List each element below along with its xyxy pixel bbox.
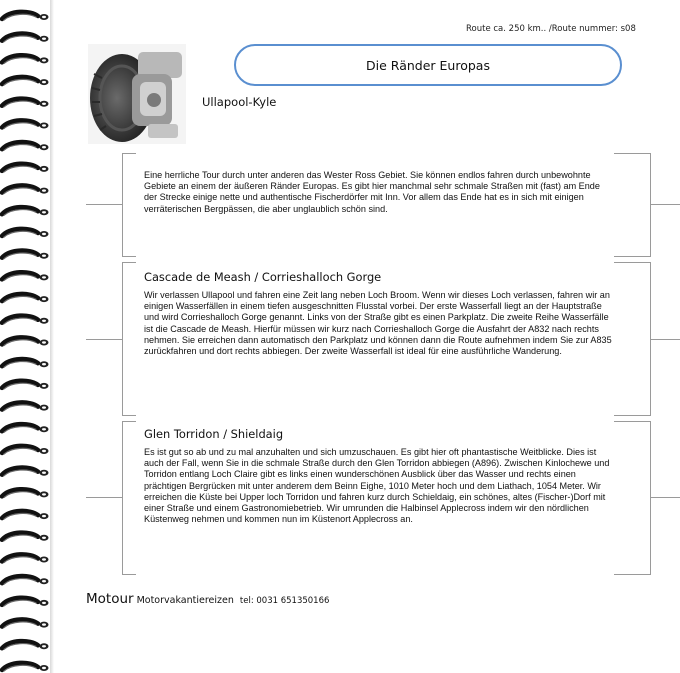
footer-phone: tel: 0031 651350166 [239, 596, 330, 606]
route-subtitle: Ullapool-Kyle [202, 95, 277, 109]
footer-brand: Motour [86, 591, 134, 607]
title-box [234, 44, 622, 86]
page-edge-shadow [50, 0, 54, 673]
motorcycle-tire-icon [88, 44, 186, 144]
section-heading-cascade: Cascade de Meash / Corrieshalloch Gorge [144, 270, 382, 284]
intro-text: Eine herrliche Tour durch unter anderen das Wester Ross Gebiet. Sie können endlos fahren durch unbewohnte Gebiete an einem der äußeren Ränder Europas. Es gibt hier manchmal sehr schmale Straßen mit (fast) am Ende der Strecke einige nette und authentische Fischerdörfer mit Inn. Vor allem das Ende hat es in sich mit einigen verräterischen Bergpässen, die aber unglaublich schön sind. [144, 170, 600, 214]
page-title: Die Ränder Europas [366, 57, 490, 73]
route-info: Route ca. 250 km.. /Route nummer: s08 [466, 24, 636, 34]
section-text-cascade: Wir verlassen Ullapool und fahren eine Zeit lang neben Loch Broom. Wenn wir dieses Loch verlassen, fahren wir an einigen Wasserfällen in einem tiefen ausgeschnitten Flusstal vorbei. Der erste Wasserfall liegt an der Hauptstraße und wird Corrieshalloch Gorge genannt. Links von der Straße gibt es einen Parkplatz. Die zweite Reihe Wasserfälle ist die Cascade de Meash. Hierfür müssen wir kurz nach Corrieshalloch Gorge die Ausfahrt der A832 nach rechts nehmen. Sie erreichen dann automatisch den Parkplatz und können dann die Route aufnehmen indem Sie zur A835 zurückfahren und dort rechts abbiegen. Der zweite Wasserfall ist ideal für eine ausführliche Wanderung. [144, 290, 612, 357]
section-heading-torridon: Glen Torridon / Shieldaig [144, 427, 284, 441]
footer-tagline: Motorvakantiereizen [136, 595, 234, 606]
spiral-binding-icon [0, 0, 56, 673]
footer [86, 588, 329, 607]
section-text-torridon: Es ist gut so ab und zu mal anzuhalten und sich umzuschauen. Es gibt hier oft phantastische Weitblicke. Dies ist auch der Fall, wenn Sie in die schmale Straße durch den Glen Torridon abbiegen (A896). Zwischen Kinlochewe und Torridon entlang Loch Claire gibt es links einen wunderschönen Ausblick über das Wasser und rechts einen prächtigen Bergrücken mit unter anderem dem Beinn Eighe, 1010 Meter hoch und dem Liathach, 1054 Meter. Wir erreichen die Küste bei Upper loch Torridon und fahren kurz durch Schieldaig, ein schönes, altes (Fischer-)Dorf mit einer Straße und einem Gastronomiebetrieb. Wir umrunden die Halbinsel Applecross indem wir den nördlichen Küstenweg nehmen und kommen nun im Küstenort Applecross an. [144, 447, 610, 525]
